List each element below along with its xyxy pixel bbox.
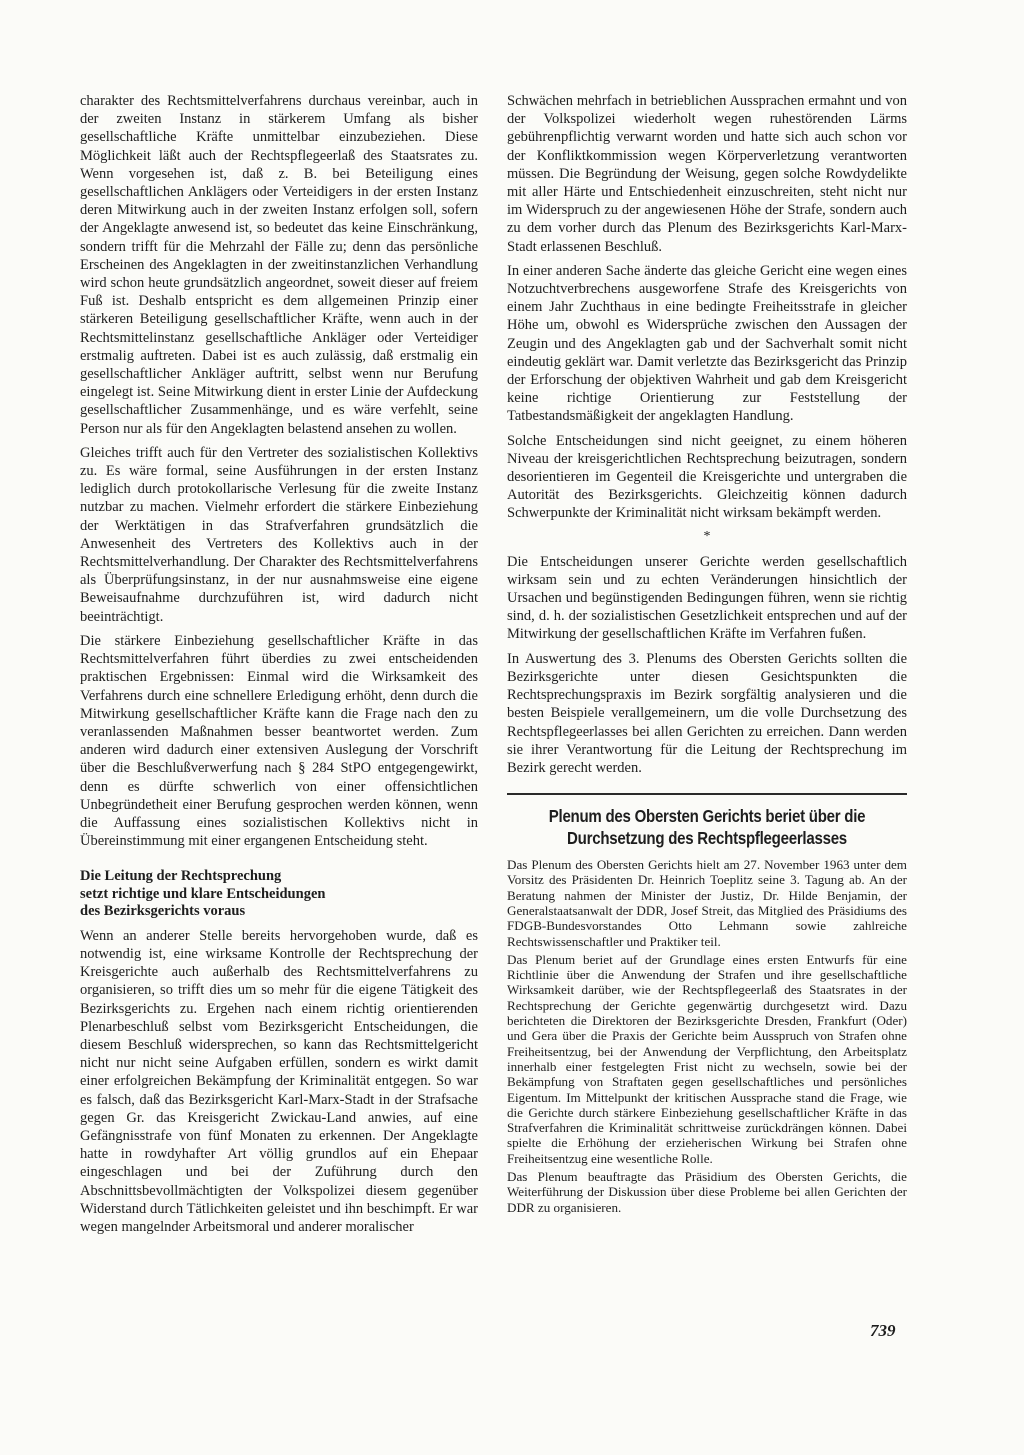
title-line: Plenum des Obersten Gerichts beriet über die — [548, 806, 866, 827]
paragraph: Wenn an anderer Stelle bereits hervorgehoben wurde, daß es notwendig ist, eine wirksame Kontrolle der Rechtsprechung der Kreisgerichte auch außerhalb des Rechtsmittelverfahrens zu organisieren, so trifft dies um so mehr für die eigene Tätigkeit des Bezirksgerichts zu. Ergehen nach einem richtig orientierenden Plenarbeschluß selbst vom Bezirksgericht Entscheidungen, die diesem Beschluß widersprechen, so kann das Rechtsmittelgericht nicht nur nicht seine Aufgaben erfüllen, sondern es wirkt damit einer erfolgreichen Bekämpfung der Kriminalität entgegen. So war es falsch, daß das Bezirksgericht Karl-Marx-Stadt in der Strafsache gegen Gr. das Kreisgericht Zwickau-Land anwies, auf eine Gefängnisstrafe von fünf Monaten zu erkennen. Der Angeklagte hatte in rowdyhafter Art völlig grundlos auf ein Ehepaar eingeschlagen und bei der Zuführung durch den Abschnittsbevollmächtigten der Volkspolizei diesem gegenüber Widerstand durch Tätlichkeiten geleistet und ihn beschimpft. Er war wegen mangelnder Arbeitsmoral und anderer moralischer — [80, 927, 478, 1236]
paragraph: Das Plenum des Obersten Gerichts hielt am 27. November 1963 unter dem Vorsitz des Präsidenten Dr. Heinrich Toeplitz seine 3. Tagung ab. An der Beratung nahmen der Minister der Justiz, Dr. Hilde Benjamin, der Generalstaatsanwalt der DDR, Josef Streit, das Mitglied des Präsidiums des FDGB-Bundesvorstandes Otto Lehmann sowie zahlreiche Rechtswissenschaftler und Praktiker teil. — [507, 857, 907, 949]
news-box-body — [507, 857, 907, 1215]
paragraph: Solche Entscheidungen sind nicht geeignet, zu einem höheren Niveau der kreisgerichtlichen Rechtsprechung beizutragen, sondern desorientieren im Gegenteil die Kreisgerichte und untergraben die Autorität des Bezirksgerichts. Gleichzeitig können dadurch Schwerpunkte der Kriminalität nicht wirksam bekämpft werden. — [507, 432, 907, 522]
subheading-line: Die Leitung der Rechtsprechung — [80, 868, 282, 885]
news-box-title — [535, 805, 879, 849]
paragraph: Das Plenum beauftragte das Präsidium des Obersten Gerichts, die Weiterführung der Diskussion über diese Probleme bei allen Gerichten der DDR zu organisieren. — [507, 1169, 907, 1215]
left-column — [80, 92, 478, 1242]
title-line: Durchsetzung des Rechtspflegeerlasses — [567, 828, 847, 849]
paragraph: Die Entscheidungen unserer Gerichte werden gesellschaftlich wirksam sein und zu echten Veränderungen hinsichtlich der Ursachen und begünstigenden Bedingungen führen, wenn sie richtig sind, d. h. der sozialistischen Gesetzlichkeit entsprechen und auf der Mitwirkung der gesellschaftlichen Kräfte im Verfahren fußen. — [507, 553, 907, 643]
page-number: 739 — [870, 1321, 896, 1340]
paragraph: Gleiches trifft auch für den Vertreter des sozialistischen Kollektivs zu. Es wäre formal, seine Ausführungen in der ersten Instanz lediglich durch protokollarische Verlesung für die zweite Instanz nutzbar zu machen. Vielmehr erfordert die stärkere Einbeziehung der Werktätigen in das Strafverfahren grundsätzlich die Anwesenheit des Vertreters des Kollektivs auch in der Rechtsmittelverhandlung. Der Charakter des Rechtsmittelverfahrens als Überprüfungsinstanz, in der nur ausnahmsweise eine eigene Beweisaufnahme durchzuführen ist, wird dadurch nicht beeinträchtigt. — [80, 444, 478, 625]
subheading-line: des Bezirksgerichts voraus — [80, 903, 246, 920]
section-separator: * — [703, 528, 711, 544]
paragraph: In Auswertung des 3. Plenums des Obersten Gerichts sollten die Bezirksgerichte unter diesen Gesichtspunkten die Rechtsprechungspraxis im Bezirk sorgfältig analysieren und die besten Beispiele verallgemeinern, um die volle Durchsetzung des Rechtspflegeerlasses bei allen Gerichten zu erreichen. Dann werden sie ihrer Verantwortung für die Leitung der Rechtsprechung im Bezirk gerecht werden. — [507, 650, 907, 776]
paragraph: Die stärkere Einbeziehung gesellschaftlicher Kräfte in das Rechtsmittelverfahren führt überdies zu zwei entscheidenden praktischen Ergebnissen: Einmal wird die Wirksamkeit des Verfahrens durch eine schnellere Erledigung erhöht, denn durch die Mitwirkung gesellschaftlicher Kräfte kann die Frage nach den zu veranlassenden Maßnahmen besser beantwortet werden. Zum anderen wird dadurch einer extensiven Auslegung der Vorschrift über die Beschlußverwerfung nach § 284 StPO entgegengewirkt, denn es dürfte schwerlich von einer offensichtlichen Unbegründetheit einer Berufung gesprochen werden können, wenn die Auffassung eines sozialistischen Kollektivs nicht in Übereinstimmung mit einer ergangenen Entscheidung steht. — [80, 632, 478, 850]
subheading-line: setzt richtige und klare Entscheidungen — [80, 885, 326, 902]
paragraph: charakter des Rechtsmittelverfahrens durchaus vereinbar, auch in der zweiten Instanz in stärkerem Umfang als bisher gesellschaftliche Kräfte unmittelbar einzubeziehen. Diese Möglichkeit läßt auch der Rechtspflegeerlaß des Staatsrates zu. Wenn vorgesehen ist, daß z. B. bei Beteiligung eines gesellschaftlichen Anklägers oder Verteidigers in der ersten Instanz deren Mitwirkung auch in der zweiten Instanz erfolgen soll, sofern der Angeklagte anwesend ist, so bedeutet das keine Einschränkung, sondern trifft für die Mehrzahl der Fälle zu; denn das persönliche Erscheinen des Angeklagten in der zweitinstanzlichen Verhandlung wird schon heute grundsätzlich angeordnet, soweit dieser auf freiem Fuß ist. Deshalb entspricht es dem allgemeinen Prinzip einer stärkeren Beteiligung gesellschaftlicher Kräfte, wenn auch in der Rechtsmittelinstanz gesellschaftliche Ankläger oder Verteidiger erstmalig auftreten. Dabei ist es auch zulässig, daß erstmalig ein gesellschaftlicher Ankläger auftritt, selbst wenn nur Berufung eingelegt ist. Seine Mitwirkung dient in erster Linie der Aufdeckung gesellschaftlicher Zusammenhänge, und es wäre verfehlt, seine Person nur als für den Angeklagten belastend ansehen zu wollen. — [80, 93, 478, 437]
right-column — [507, 92, 907, 1218]
paragraph: Das Plenum beriet auf der Grundlage eines ersten Entwurfs für eine Richtlinie über die Anwendung der Strafen und ihre gesellschaftliche Wirksamkeit darüber, wie der Rechtspflegeerlaß des Staatsrates in der Rechtsprechung der Gerichte gegenwärtig durchgesetzt wird. Dazu berichteten die Direktoren der Bezirksgerichte Dresden, Frankfurt (Oder) und Gera über die Praxis der Gerichte beim Ausspruch von Strafen ohne Freiheitsentzug, bei der Anwendung der Verpflichtung, den Arbeitsplatz innerhalb einer festgelegten Frist nicht zu wechseln, sowie bei der Bekämpfung von Straftaten gegen gesellschaftliches und persönliches Eigentum. Im Mittelpunkt der kritischen Aussprache stand die Frage, wie die Gerichte durch stärkere Einbeziehung gesellschaftlicher Kräfte in das Strafverfahren die Kriminalität schrittweise zurückdrängen können. Dabei spielte die Erhöhung der erzieherischen Wirkung bei Strafen ohne Freiheitsentzug eine wesentliche Rolle. — [507, 951, 907, 1166]
paragraph: In einer anderen Sache änderte das gleiche Gericht eine wegen eines Notzuchtverbrechens ausgeworfene Strafe des Kreisgerichts von einem Jahr Zuchthaus in eine bedingte Freiheitsstrafe in gleicher Höhe um, obwohl es Widersprüche zwischen den Aussagen der Zeugin und des Angeklagten gab und der Sachverhalt somit nicht eindeutig geklärt war. Damit verletzte das Bezirksgericht das Prinzip der Erforschung der objektiven Wahrheit und gab dem Kreisgericht keine richtige Orientierung zur Feststellung der Tatbestandsmäßigkeit der angeklagten Handlung. — [507, 262, 907, 425]
horizontal-rule — [507, 793, 907, 795]
paragraph: Schwächen mehrfach in betrieblichen Aussprachen ermahnt und von der Volkspolizei wiederholt wegen ruhestörenden Lärms gebührenpflichtig verwarnt worden und hatte sich auch schon vor der Konfliktkommission wegen Körperverletzung verantworten müssen. Die Begründung der Weisung, gegen solche Rowdydelikte mit aller Härte und Entschiedenheit einzuschreiten, steht nicht nur im Widerspruch zu der angewiesenen Höhe der Strafe, sondern auch zu dem vorher durch das Plenum des Bezirksgerichts Karl-Marx-Stadt erlassenen Beschluß. — [507, 93, 907, 255]
section-subheading — [80, 868, 478, 921]
